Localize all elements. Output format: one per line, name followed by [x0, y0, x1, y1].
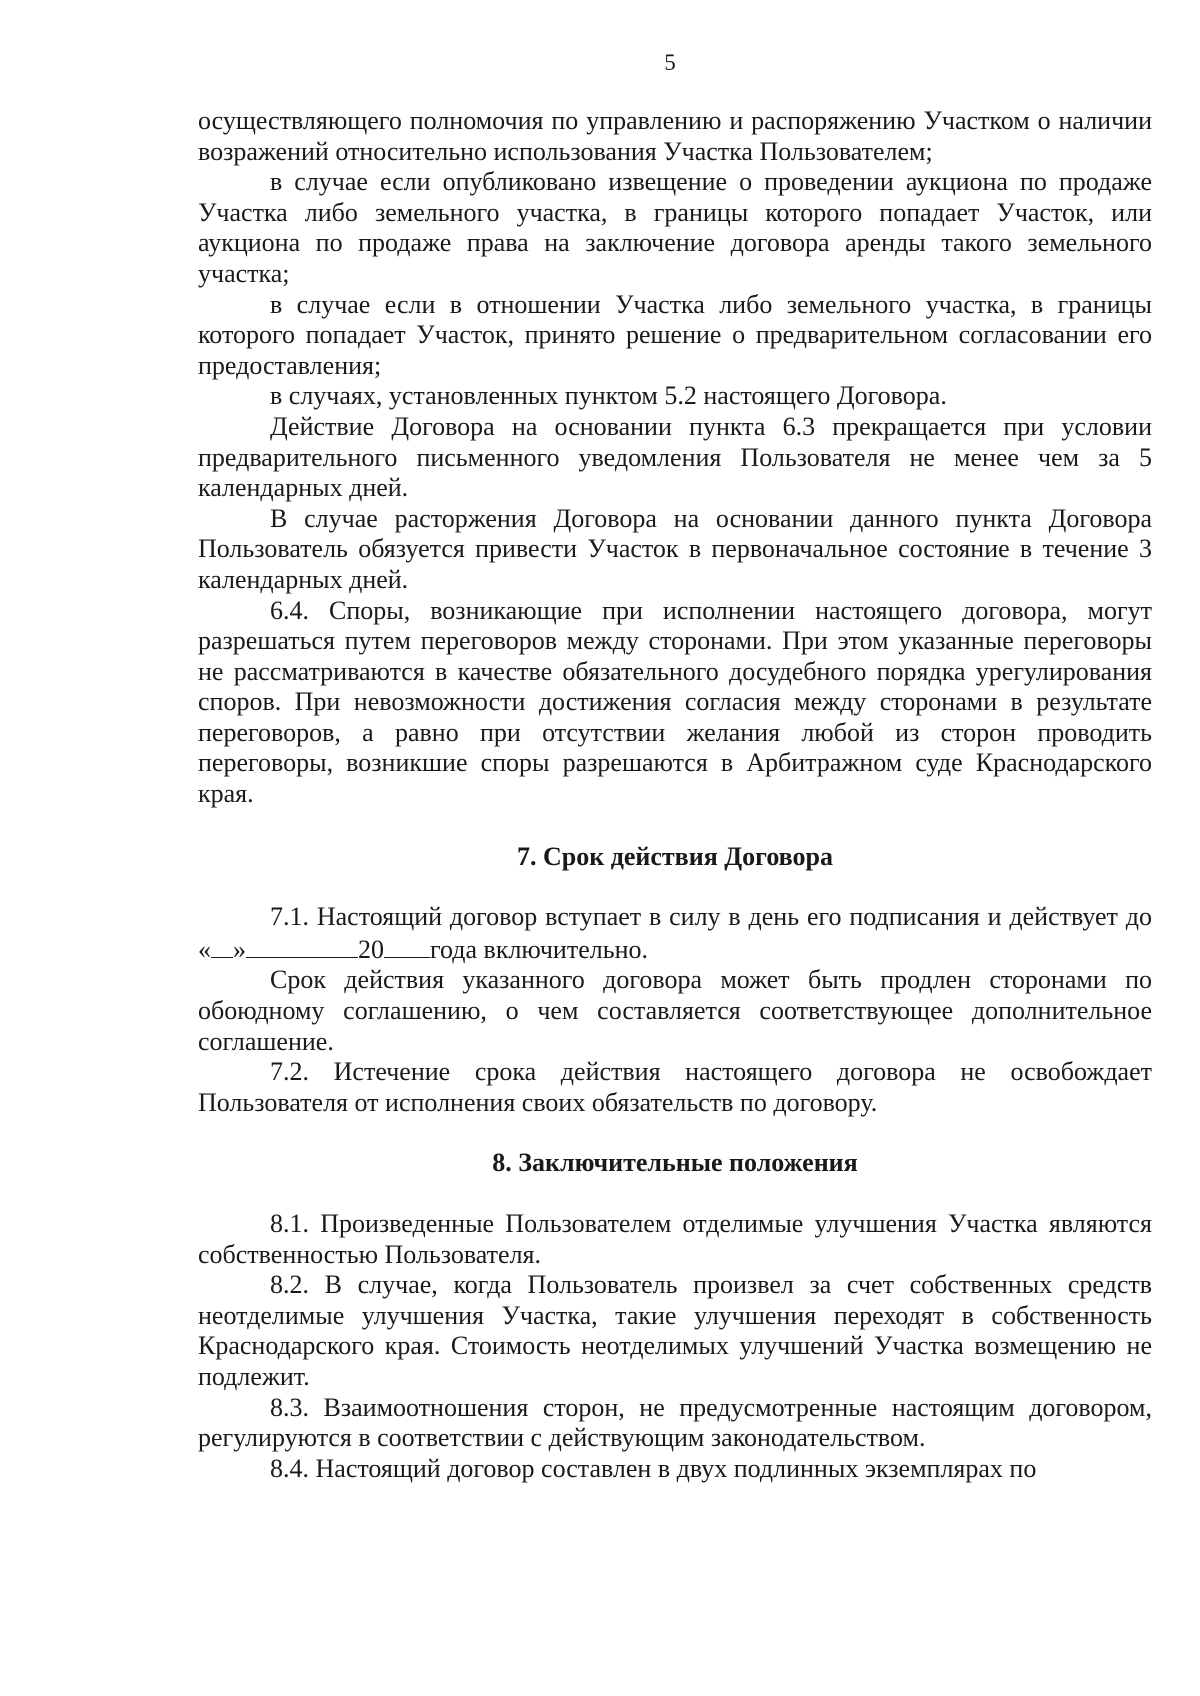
paragraph-7-2: 7.2. Истечение срока действия настоящего договора не освобождает Пользователя от исполнения своих обязательств по договору.	[198, 1057, 1152, 1117]
paragraph-extension: Срок действия указанного договора может быть продлен сторонами по обоюдному соглашению, о чем составляется соответствующее дополнительное соглашение.	[198, 965, 1152, 1056]
paragraph-8-3: 8.3. Взаимоотношения сторон, не предусмотренные настоящим договором, регулируются в соответствии с действующим законодательством.	[198, 1392, 1152, 1453]
paragraph: в случае если в отношении Участка либо земельного участка, в границы которого попадает Участок, принято решение о предварительном согласовании его предоставления;	[198, 289, 1152, 380]
paragraph-7-1	[198, 902, 1152, 965]
year-blank	[384, 933, 430, 958]
paragraph-8-1: 8.1. Произведенные Пользователем отделимые улучшения Участка являются собственностью Пользователя.	[198, 1209, 1152, 1269]
paragraph-6-4: 6.4. Споры, возникающие при исполнении настоящего договора, могут разрешаться путем переговоров между сторонами. При этом указанные переговоры не рассматриваются в качестве обязательного досудебного порядка урегулирования споров. При невозможности достижения согласия между сторонами в результате переговоров, а равно при отсутствии желания любой из сторон проводить переговоры, возникшие споры разрешаются в Арбитражном суде Краснодарского края.	[198, 595, 1152, 809]
document-body	[198, 106, 1152, 1484]
paragraph-7-1-tail: года включительно.	[430, 934, 648, 964]
day-blank	[211, 933, 233, 958]
quote-close: »	[233, 934, 246, 964]
section-7-heading: 7. Срок действия Договора	[516, 841, 833, 871]
paragraph: осуществляющего полномочия по управлению и распоряжению Участком о наличии возражений относительно использования Участка Пользователем;	[198, 106, 1152, 166]
paragraph: В случае расторжения Договора на основании данного пункта Договора Пользователь обязуется привести Участок в первоначальное состояние в течение 3 календарных дней.	[198, 503, 1152, 594]
paragraph-7-1-text: 7.1. Настоящий договор вступает в силу в день его подписания и действует до «	[198, 902, 1152, 964]
paragraph-8-2: 8.2. В случае, когда Пользователь произвел за счет собственных средств неотделимые улучшения Участка, такие улучшения переходят в собственность Краснодарского края. Стоимость неотделимых улучшений Участка возмещению не подлежит.	[198, 1270, 1152, 1391]
month-blank	[246, 933, 358, 958]
paragraph: Действие Договора на основании пункта 6.3 прекращается при условии предварительного письменного уведомления Пользователя не менее чем за 5 календарных дней.	[198, 411, 1152, 503]
paragraph: в случае если опубликовано извещение о проведении аукциона по продаже Участка либо земельного участка, в границы которого попадает Участок, или аукциона по продаже права на заключение договора аренды такого земельного участка;	[198, 167, 1152, 288]
page-number: 5	[664, 50, 676, 75]
paragraph: в случаях, установленных пунктом 5.2 настоящего Договора.	[270, 381, 947, 411]
section-8-heading: 8. Заключительные положения	[492, 1148, 858, 1178]
paragraph-8-4: 8.4. Настоящий договор составлен в двух подлинных экземплярах по	[270, 1453, 1037, 1483]
year-prefix: 20	[358, 934, 384, 964]
